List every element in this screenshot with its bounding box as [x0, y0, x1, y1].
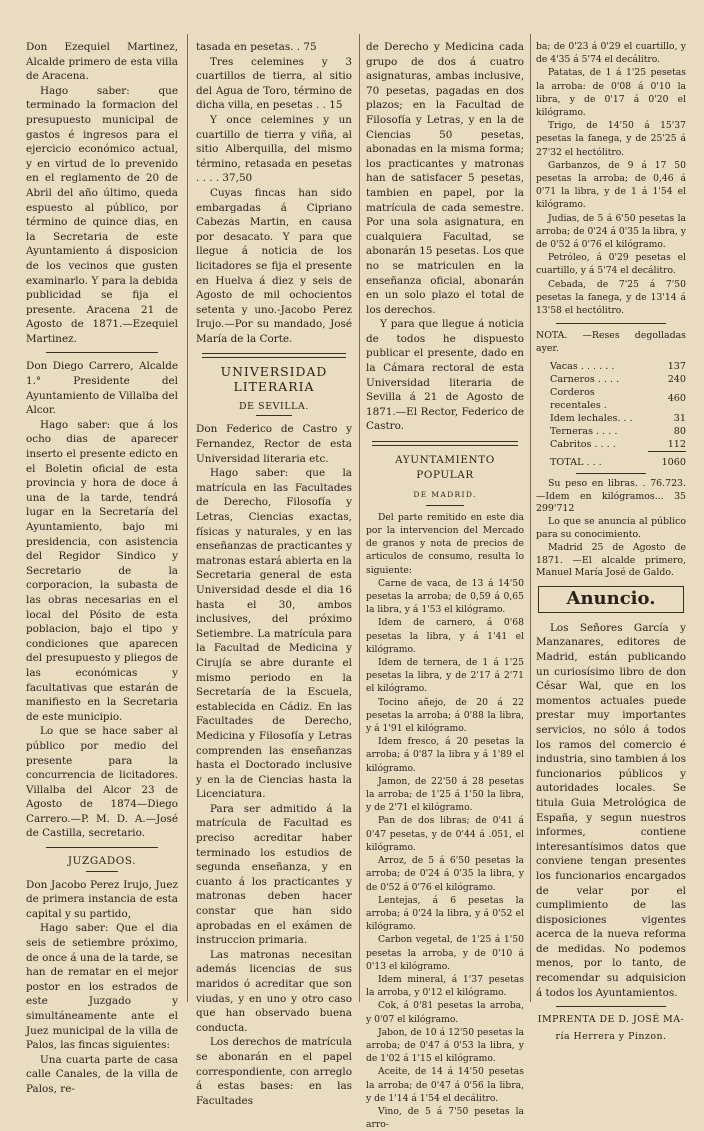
- slaughter-label: Cabritos . . . .: [550, 439, 616, 451]
- price-item: Idem fresco, á 20 pesetas la arroba; á 0'87 la libra y á 1'89 el kilógramo.: [366, 736, 524, 774]
- edict-heading-villalba: Don Diego Carrero, Alcalde 1.° Presidente del Ayuntamiento de Villalba del Alcor.: [26, 360, 178, 417]
- printer-credit-line-2: ría Herrera y Pinzon.: [555, 1031, 667, 1043]
- slaughter-value: 240: [667, 373, 686, 385]
- price-item: Pan de dos libras; de 0'41 á 0'47 pesetas, y de 0'44 á .051, el kilógramo.: [366, 815, 524, 853]
- rector-body: Los derechos de matrícula se abonarán en el papel correspondiente, con arreglo á estas bases: en las Facultades: [196, 1036, 352, 1107]
- slaughter-label: Corderos recentales .: [550, 386, 607, 411]
- section-heading-ayuntamiento: AYUNTAMIENTO POPULAR: [395, 454, 495, 481]
- slaughter-label: Idem lechales. . .: [550, 412, 633, 424]
- separator-rule: [556, 1006, 666, 1007]
- finca-item: Tres celemines y 3 cuartillos de tierra, al sitio del Agua de Toro, término de dicha villa, en pesetas . . 15: [196, 55, 352, 112]
- price-item: Cok, á 0'81 pesetas la arroba, y 0'07 el kilógramo.: [366, 1000, 524, 1025]
- separator-rule: [426, 505, 464, 506]
- edict-body-aracena: Hago saber: que terminado la formacion del presupuesto municipal de gastos é ingresos para el ejercicio económico actual, y en virtud de lo prevenido en el reglamento de 20 de Abril del año último, queda espuesto al público, por término de quince dias, en la Secretaria de este Ayuntamiento á disposicion de los vecinos que gusten examinarlo. Y para la debida publicidad se fija el presente. Aracena 21 de Agosto de 1871.—Ezequiel Martinez.: [26, 84, 178, 345]
- column-3: [366, 40, 524, 1131]
- slaughter-row: [536, 360, 686, 373]
- rector-closing: Y para que llegue á noticia de todos he dispuesto publicar el presente, dado en la Cámara rectoral de esta Universidad literaria de Sevilla á 21 de Agosto de 1871.—El Rector, Federico de Castro.: [366, 318, 524, 433]
- price-item: Idem de ternera, de 1 á 1'25 pesetas la libra, y de 2'17 á 2'71 el kilógramo.: [366, 657, 524, 695]
- price-list: [366, 511, 524, 1131]
- juez-body: Hago saber: Que el dia seis de setiembre próximo, de once á una de la tarde, se han de rematar en el mejor postor en los estrados de este Juzgado y simultáneamente ante el Juez municipal de la villa de Palos, las fincas siguientes:: [26, 922, 178, 1052]
- price-item: Carbon vegetal, de 1'25 á 1'50 pesetas la arroba, y de 0'10 á 0'13 el kilógramo.: [366, 934, 524, 972]
- section-heading-universidad: UNIVERSIDAD LITERARIA: [220, 364, 328, 395]
- edict-body-villalba: Hago saber: que á los ocho dias de aparecer inserto el presente edicto en el Boletin oficial de esta provincia y hora de doce á una de la tarde, tendrá lugar en la Secretaría del Ayuntamiento, bajo mi presidencia, con asistencia del Regidor Sindico y Secretario de la corporacion, la subasta de las obras necesarias en el local del Pósito de esta poblacion, bajo el tipo y condiciones que aparecen del presupuesto y pliegos de las económicas y facultativas que estarán de manifiesto en la Secretaria de este municipio.: [26, 418, 178, 723]
- price-item: ba; de 0'23 á 0'29 el cuartillo, y de 4'35 á 5'74 el decálitro.: [536, 41, 686, 66]
- section-subheading-sevilla: DE SEVILLA.: [239, 400, 309, 412]
- separator-rule: [46, 352, 158, 353]
- column-divider: [530, 34, 531, 1002]
- separator-double-rule: [202, 353, 346, 358]
- slaughter-row: [536, 386, 686, 412]
- price-item: Judias, de 5 á 6'50 pesetas la arroba; de 0'24 á 0'35 la libra, y de 0'52 á 0'76 el kilógramo.: [536, 212, 686, 251]
- slaughter-row: [536, 412, 686, 425]
- slaughter-row: [536, 438, 686, 452]
- column-1: [26, 40, 178, 1097]
- edict-heading-aracena: Don Ezequiel Martinez, Alcalde primero de esta villa de Aracena.: [26, 41, 178, 83]
- slaughter-value: 80: [673, 425, 686, 437]
- separator-rule: [86, 871, 118, 872]
- slaughter-value: 112: [667, 438, 686, 450]
- slaughter-row: [536, 425, 686, 438]
- printer-credit-line-1: IMPRENTA DE D. JOSÉ MA-: [537, 1014, 685, 1026]
- finca-price: tasada en pesetas. . 75: [196, 41, 317, 53]
- price-item: Trigo, de 14'50 á 15'37 pesetas la fanega, y de 25'25 á 27'32 el hectólitro.: [536, 120, 686, 158]
- column-2: [196, 40, 352, 1108]
- price-item: Vino, de 5 á 7'50 pesetas la arro-: [366, 1105, 524, 1131]
- edict-closing-villalba: Lo que se hace saber al público por medio del presente para la concurrencia de licitadores. Villalba del Alcor 23 de Agosto de 1874—Diego Carrero.—P. M. D. A.—José de Castilla, secretario.: [26, 725, 178, 840]
- rector-body: de Derecho y Medicina cada grupo de dos á cuatro asignaturas, ambas inclusive, 70 pesetas, pagadas en dos plazos; en la Facultad de Filosofía y Letras, y en la de Ciencias 50 pesetas, abonadas en la misma forma; los practicantes y matronas han de satisfacer 5 pesetas, tambien en papel, por la matrícula de cada semestre. Por una sola asignatura, en cualquiera Facultad, se abonarán 15 pesetas. Los que no se matriculen en la enseñanza oficial, abonarán en un solo plazo el total de los derechos.: [366, 41, 524, 316]
- section-heading-juzgados: JUZGADOS.: [67, 855, 137, 868]
- column-divider: [359, 34, 360, 1002]
- slaughter-label: Vacas . . . . . .: [550, 360, 615, 372]
- slaughter-label: Carneros . . . .: [550, 373, 620, 385]
- price-item: Petróleo, á 0'29 pesetas el cuartillo, y á 5'74 el decálitro.: [536, 252, 686, 277]
- price-item: Idem de carnero, á 0'68 pesetas la libra, y á 1'41 el kilógramo.: [366, 617, 524, 655]
- separator-rule: [576, 473, 646, 474]
- rector-body: Para ser admitido á la matrícula de Facultad es preciso acreditar haber terminado los estudios de segunda enseñanza, y en cuanto á los practicantes y matronas deben hacer constar que han sido aprobadas en el exámen de instruccion primaria.: [196, 802, 352, 947]
- signature: Madrid 25 de Agosto de 1871. —El alcalde primero, Manuel María José de Galdo.: [536, 541, 686, 579]
- finca-item: Y once celemines y un cuartillo de tierra y viña, al sitio Alberquilla, del mismo término, retasada en pesetas . . . . 37,50: [196, 113, 352, 185]
- slaughter-total-label: TOTAL . . .: [550, 456, 602, 468]
- rector-body: Hago saber: que la matrícula en las Facultades de Derecho, Filosofía y Letras, Ciencias exactas, físicas y naturales, y en las enseñanzas de practicantes y matronas estará abierta en la Secretaria general de esta Universidad desde el dia 16 hasta el 30, ambos inclusives, del próximo Setiembre. La matrícula para la Facultad de Medicina y Cirujía se abre durante el mismo periodo en la Secretaría de la Escuela, establecida en Cádiz. En las Facultades de Derecho, Medicina y Filosofía y Letras comprenden las enseñanzas hasta el Doctorado inclusive y en la de Ciencias hasta la Licenciatura.: [196, 467, 352, 801]
- slaughter-row: [536, 373, 686, 386]
- price-item: Cebada, de 7'25 á 7'50 pesetas la fanega, y de 13'14 á 13'58 el hectólitro.: [536, 278, 686, 317]
- price-list-continued: [536, 40, 686, 317]
- finca-item: Una cuarta parte de casa calle Canales, de la villa de Palos, re-: [26, 1053, 178, 1095]
- slaughter-total-row: [536, 451, 686, 469]
- column-divider: [187, 34, 188, 1002]
- price-item: Lentejas, á 6 pesetas la arroba; á 0'24 la libra, y á 0'52 el kilógramo.: [366, 894, 524, 933]
- price-item: Arroz, de 5 á 6'50 pesetas la arroba; de 0'24 á 0'35 la libra, y de 0'52 á 0'76 el kilógramo.: [366, 855, 524, 893]
- price-item: Carne de vaca, de 13 á 14'50 pesetas la arroba; de 0,59 á 0,65 la libra, y á 1'53 el kilógramo.: [366, 577, 524, 616]
- price-item: Jamon, de 22'50 á 28 pesetas la arroba; de 1'25 á 1'50 la libra, y de 2'71 el kilógramo.: [366, 775, 524, 814]
- nota-heading: NOTA. —Reses degolladas ayer.: [536, 330, 686, 355]
- separator-rule: [256, 415, 292, 416]
- price-item: Jabon, de 10 á 12'50 pesetas la arroba; de 0'47 á 0'53 la libra, y de 1'02 á 1'15 el kilógramo.: [366, 1026, 524, 1065]
- slaughter-value: 460: [667, 393, 686, 405]
- price-item: Idem mineral, á 1'37 pesetas la arroba, y 0'12 el kilógramo.: [366, 973, 524, 999]
- juez-heading: Don Jacobo Perez Irujo, Juez de primera instancia de esta capital y su partido,: [26, 878, 178, 920]
- section-subheading-madrid: DE MADRID.: [413, 490, 477, 500]
- slaughter-label: Terneras . . . .: [550, 425, 618, 437]
- rector-heading: Don Federico de Castro y Fernandez, Rector de esta Universidad literaria etc.: [196, 423, 352, 465]
- price-intro: Del parte remitido en este dia por la intervencion del Mercado de granos y nota de precios de articulos de consumo, resulta lo siguiente:: [366, 511, 524, 576]
- price-item: Aceite, de 14 á 14'50 pesetas la arroba; de 0'47 á 0'56 la libra, y de 1'14 á 1'54 el decálitro.: [366, 1066, 524, 1104]
- rector-body: Las matronas necesitan además licencias de sus maridos ó acreditar que son viudas, y en uno y otro caso que han observado buena conducta.: [196, 948, 352, 1034]
- announcement-note: Lo que se anuncia al público para su conocimiento.: [536, 516, 686, 541]
- slaughter-table: [536, 360, 686, 469]
- juez-closing: Cuyas fincas han sido embargadas á Cipriano Cabezas Martin, en causa por desacato. Y para que llegue á noticia de los licitadores se fija el presente en Huelva á diez y seis de Agosto de mil ochocientos setenta y uno.-Jacobo Perez Irujo.—Por su mandado, José María de la Corte.: [196, 186, 352, 345]
- price-item: Patatas, de 1 á 1'25 pesetas la arroba: de 0'08 á 0'10 la libra, y de 0'17 á 0'20 el kilógramo.: [536, 67, 686, 119]
- slaughter-value: 31: [673, 412, 686, 424]
- column-4: [536, 40, 686, 1043]
- price-item: Garbanzos, de 9 á 17 50 pesetas la arroba; de 0,46 á 0'71 la libra, y de 1 á 1'54 el kilógramo.: [536, 159, 686, 211]
- anuncio-body: Los Señores García y Manzanares, editores de Madrid, están publicando un curiosísimo libro de don César Wal, que en los momentos actuales puede prestar muy importantes servicios, no sólo á todos los ramos del comercio é industria, sino tambien á los funcionarios públicos y autoridades locales. Se titula Guia Metrológica de España, y segun nuestros informes, contiene interesantísimos datos que conviene tengan presentes los funcionarios encargados de velar por el cumplimiento de las disposiciones vigentes acerca de la nueva reforma de medidas. No podemos menos, por lo tanto, de recomendar su adquisicion á todos los Ayuntamientos.: [536, 621, 686, 999]
- separator-double-rule: [372, 441, 518, 446]
- separator-rule: [556, 323, 666, 324]
- price-item: Tocino añejo, de 20 á 22 pesetas la arroba; á 0'88 la libra, y á 1'91 el kilógramo.: [366, 696, 524, 735]
- slaughter-value: 137: [667, 360, 686, 372]
- anuncio-heading: Anuncio.: [538, 586, 684, 613]
- weight-summary: Su peso en libras. . 76.723.—Idem en kilógramos... 35 299'712: [536, 477, 686, 515]
- slaughter-total-value: 1060: [648, 451, 686, 469]
- separator-rule: [46, 847, 158, 848]
- slaughter-notes: [536, 478, 686, 580]
